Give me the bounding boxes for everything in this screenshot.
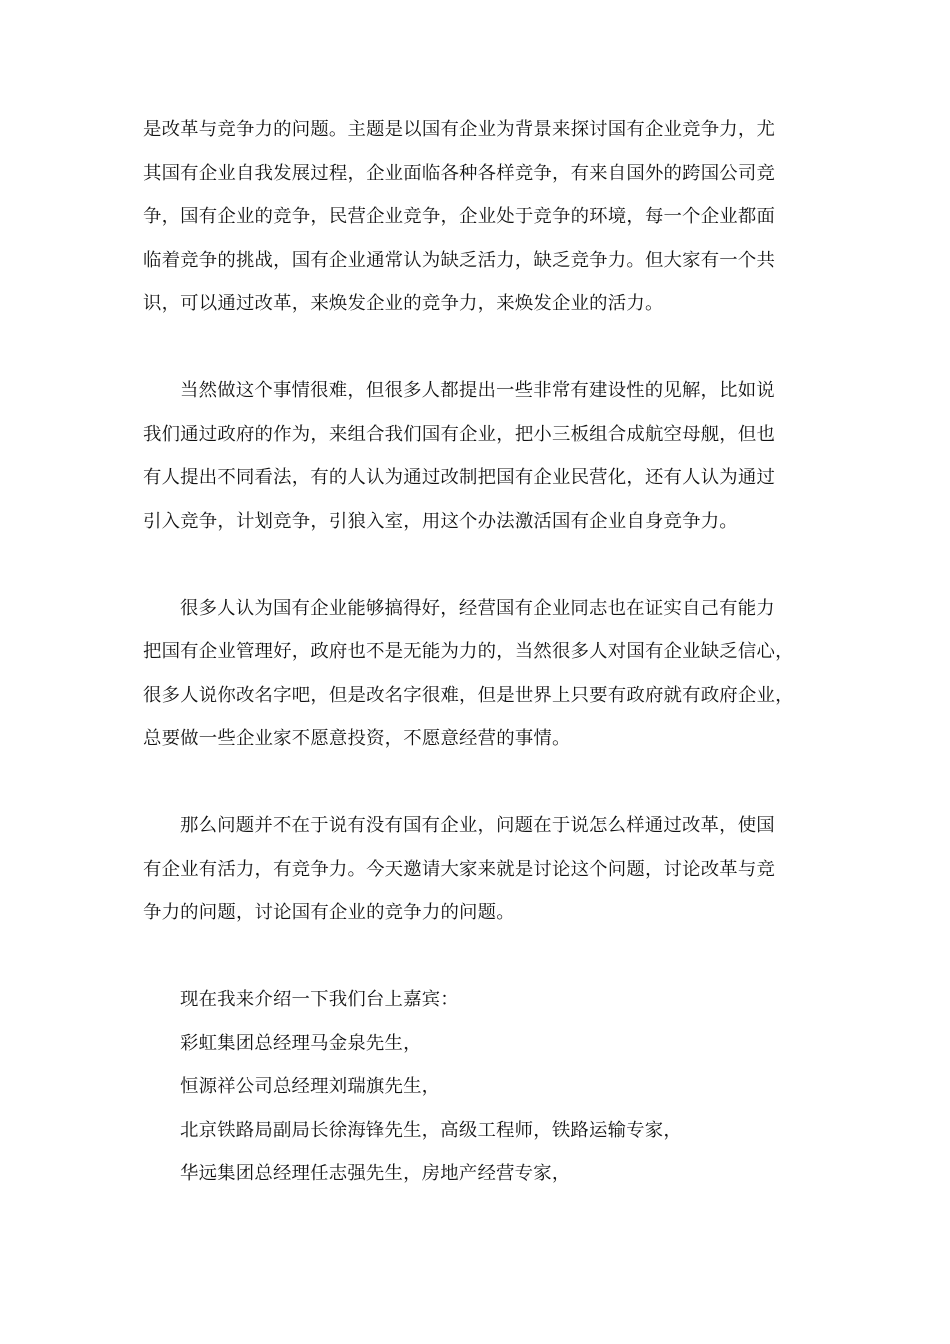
guest-intro-line: 现在我来介绍一下我们台上嘉宾： — [180, 989, 459, 1010]
paragraph-line: 当然做这个事情很难，但很多人都提出一些非常有建设性的见解，比如说 — [180, 380, 775, 401]
guest-item: 华远集团总经理任志强先生，房地产经营专家， — [180, 1163, 571, 1184]
paragraph-1 — [143, 108, 823, 326]
paragraph-line: 争力的问题，讨论国有企业的竞争力的问题。 — [143, 902, 515, 923]
guest-intro — [143, 978, 823, 1022]
paragraph-line: 有人提出不同看法，有的人认为通过改制把国有企业民营化，还有人认为通过 — [143, 467, 776, 488]
paragraph-line: 有企业有活力，有竞争力。今天邀请大家来就是讨论这个问题，讨论改革与竞 — [143, 858, 776, 880]
paragraph-line: 是改革与竞争力的问题。主题是以国有企业为背景来探讨国有企业竞争力，尤 — [143, 119, 776, 140]
paragraph-line: 识，可以通过改革，来焕发企业的竞争力，来焕发企业的活力。 — [143, 293, 664, 314]
paragraph-line: 那么问题并不在于说有没有国有企业，问题在于说怎么样通过改革，使国 — [180, 815, 775, 836]
paragraph-line: 其国有企业自我发展过程，企业面临各种各样竞争，有来自国外的跨国公司竞 — [143, 162, 776, 184]
paragraph-line: 总要做一些企业家不愿意投资，不愿意经营的事情。 — [143, 728, 571, 749]
paragraph-3 — [143, 587, 823, 761]
guest-item: 彩虹集团总经理马金泉先生， — [180, 1032, 422, 1054]
paragraph-4 — [143, 804, 823, 935]
paragraph-line: 引入竞争，计划竞争，引狼入室，用这个办法激活国有企业自身竞争力。 — [143, 510, 738, 532]
document-body — [143, 108, 823, 1196]
guest-list — [143, 1022, 823, 1196]
paragraph-line: 很多人说你改名字吧，但是改名字很难，但是世界上只要有政府就有政府企业， — [143, 684, 794, 706]
paragraph-line: 把国有企业管理好，政府也不是无能为力的，当然很多人对国有企业缺乏信心， — [143, 641, 794, 662]
paragraph-line: 很多人认为国有企业能够搞得好，经营国有企业同志也在证实自己有能力 — [180, 597, 775, 619]
guest-item: 北京铁路局副局长徐海锋先生，高级工程师，铁路运输专家， — [180, 1119, 682, 1141]
paragraph-line: 争，国有企业的竞争，民营企业竞争，企业处于竞争的环境，每一个企业都面 — [143, 206, 776, 227]
paragraph-2 — [143, 369, 823, 543]
paragraph-line: 临着竞争的挑战，国有企业通常认为缺乏活力，缺乏竞争力。但大家有一个共 — [143, 249, 776, 271]
guest-item: 恒源祥公司总经理刘瑞旗先生， — [180, 1076, 441, 1097]
paragraph-line: 我们通过政府的作为，来组合我们国有企业，把小三板组合成航空母舰，但也 — [143, 423, 776, 445]
